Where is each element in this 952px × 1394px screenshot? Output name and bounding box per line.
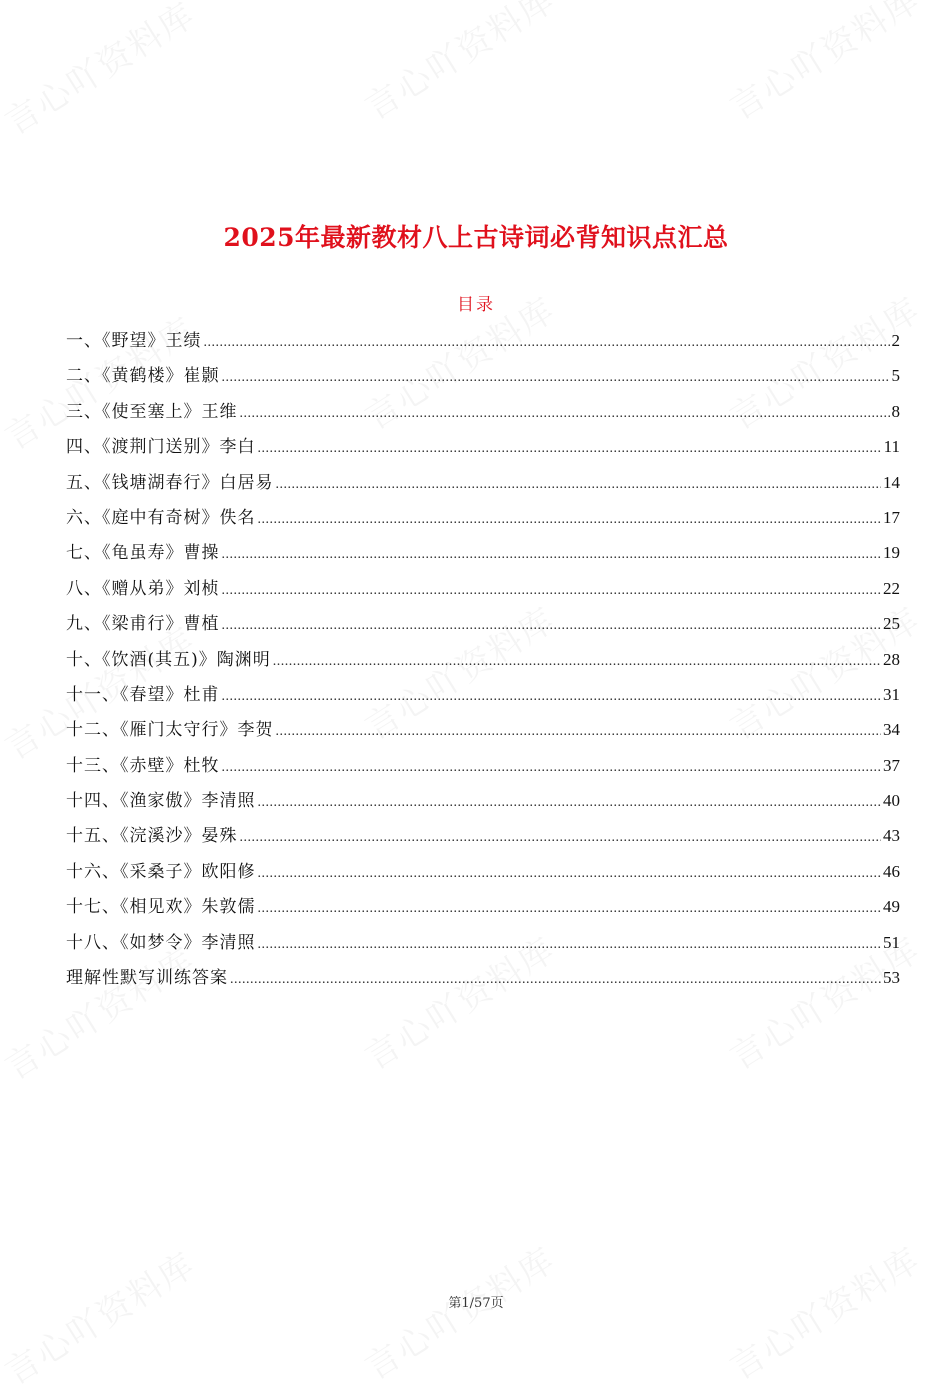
toc-leader-dots — [222, 537, 882, 572]
toc-entry-label: 十、《饮酒(其五)》陶渊明 — [66, 649, 271, 670]
toc-entry-page: 22 — [883, 578, 900, 598]
toc-entry[interactable] — [66, 712, 900, 747]
toc-leader-dots — [222, 679, 882, 714]
toc-entry-label: 二、《黄鹤楼》崔颢 — [66, 366, 220, 387]
toc-entry-page: 2 — [891, 331, 900, 350]
toc-entry-label: 十三、《赤壁》杜牧 — [66, 755, 220, 776]
toc-entry[interactable] — [66, 677, 900, 712]
toc-entry-label: 七、《龟虽寿》曹操 — [66, 543, 220, 564]
toc-entry-label: 十八、《如梦令》李清照 — [66, 932, 256, 953]
toc-leader-dots — [222, 360, 890, 395]
toc-entry-page: 43 — [883, 826, 900, 846]
toc-entry-label: 十二、《雁门太守行》李贺 — [66, 720, 274, 741]
document-title: 2025年最新教材八上古诗词必背知识点汇总 — [223, 223, 729, 252]
toc-entry[interactable] — [66, 748, 900, 783]
toc-entry-page: 53 — [883, 968, 900, 988]
toc-leader-dots — [276, 714, 882, 749]
toc-leader-dots — [222, 750, 882, 785]
toc-entry[interactable] — [66, 925, 900, 960]
toc-entry-label: 十一、《春望》杜甫 — [66, 684, 220, 705]
toc-entry-page: 25 — [883, 614, 900, 634]
toc-entry-page: 28 — [883, 649, 900, 669]
toc-heading: 目录 — [457, 295, 495, 315]
toc-entry-label: 十四、《渔家傲》李清照 — [66, 791, 256, 812]
toc-leader-dots — [204, 325, 890, 360]
toc-entry-page: 14 — [883, 472, 900, 492]
toc-entry-page: 8 — [891, 401, 900, 421]
page-number: 第1/57页 — [448, 1296, 504, 1311]
toc-leader-dots — [258, 785, 882, 820]
toc-entry[interactable] — [66, 571, 900, 606]
toc-entry-label: 十六、《采桑子》欧阳修 — [66, 861, 256, 882]
toc-leader-dots — [222, 608, 882, 643]
toc-entry[interactable] — [66, 465, 900, 500]
toc-entry[interactable] — [66, 960, 900, 995]
toc-entry-label: 十七、《相见欢》朱敦儒 — [66, 897, 256, 918]
toc-entry-label: 十五、《浣溪沙》晏殊 — [66, 826, 238, 847]
toc-entry-page: 46 — [883, 861, 900, 881]
toc-entry-label: 五、《钱塘湖春行》白居易 — [66, 472, 274, 493]
toc-entry[interactable] — [66, 323, 900, 358]
toc-entry-label: 三、《使至塞上》王维 — [66, 401, 238, 422]
toc-leader-dots — [240, 820, 882, 855]
toc-entry[interactable] — [66, 394, 900, 429]
toc-entry-page: 19 — [883, 543, 900, 563]
toc-entry-page: 51 — [883, 932, 900, 952]
toc-leader-dots — [240, 396, 890, 431]
toc-entry-label: 六、《庭中有奇树》佚名 — [66, 507, 256, 528]
toc-leader-dots — [230, 962, 881, 997]
toc-leader-dots — [258, 856, 882, 891]
toc-entry-label: 八、《赠从弟》刘桢 — [66, 578, 220, 599]
toc-entry[interactable] — [66, 889, 900, 924]
toc-leader-dots — [258, 431, 882, 466]
toc-entry-page: 17 — [883, 507, 900, 527]
toc-entry-page: 49 — [883, 897, 900, 917]
toc-entry-label: 四、《渡荆门送别》李白 — [66, 437, 256, 458]
toc-leader-dots — [276, 467, 882, 502]
toc-leader-dots — [258, 502, 882, 537]
toc-entry-page: 31 — [883, 684, 900, 704]
toc-entry[interactable] — [66, 818, 900, 853]
toc-entry[interactable] — [66, 854, 900, 889]
toc-entry[interactable] — [66, 606, 900, 641]
toc-entry-page: 11 — [883, 437, 900, 457]
toc-entry[interactable] — [66, 429, 900, 464]
toc-entry[interactable] — [66, 500, 900, 535]
toc-entry-page: 34 — [883, 720, 900, 740]
toc-leader-dots — [273, 644, 881, 679]
toc-leader-dots — [222, 573, 882, 608]
toc-entry-page: 5 — [891, 366, 900, 386]
toc-entry-label: 理解性默写训练答案 — [66, 968, 228, 989]
toc-entry[interactable] — [66, 358, 900, 393]
toc-entry[interactable] — [66, 783, 900, 818]
toc-entry[interactable] — [66, 535, 900, 570]
toc-entry[interactable] — [66, 642, 900, 677]
toc-entry-label: 九、《梁甫行》曹植 — [66, 614, 220, 635]
table-of-contents — [66, 323, 900, 995]
toc-entry-label: 一、《野望》王绩 — [66, 331, 202, 351]
toc-leader-dots — [258, 927, 882, 962]
toc-entry-page: 40 — [883, 791, 900, 811]
toc-entry-page: 37 — [883, 755, 900, 775]
toc-leader-dots — [258, 891, 882, 926]
